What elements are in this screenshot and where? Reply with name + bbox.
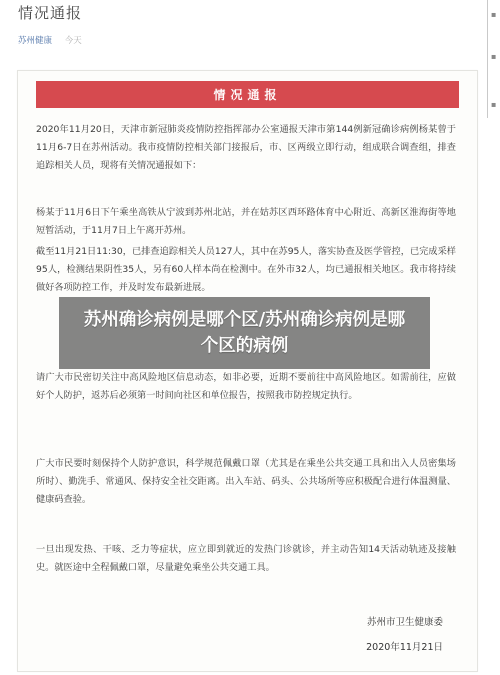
notice-document-image <box>17 70 478 672</box>
panel-bottom-icon: ▪ <box>491 100 497 109</box>
side-panel[interactable] <box>487 0 500 118</box>
panel-middle-icon: ▪ <box>491 52 497 61</box>
article-meta <box>18 34 82 46</box>
publish-time: 今天 <box>64 36 82 46</box>
notice-paragraph-2: 杨某于11月6日下午乘坐高铁从宁波到苏州北站，并在姑苏区西环路体育中心附近、高新区淮海街等地短暂活动，于11月7日上午离开苏州。 <box>36 207 456 236</box>
title-overlay <box>59 297 430 369</box>
notice-paragraph-4: 请广大市民密切关注中高风险地区信息动态，如非必要，近期不要前往中高风险地区。如需前往，应做好个人防护，返苏后必须第一时间向社区和单位报告，按照我市防控规定执行。 <box>36 372 456 401</box>
notice-header: 情况通报 <box>36 81 459 108</box>
overlay-title: 苏州确诊病例是哪个区/苏州确诊病例是哪个区的病例 <box>83 310 406 356</box>
page-title: 情况通报 <box>18 4 83 22</box>
panel-top-icon: ▪ <box>491 10 497 19</box>
signature-date: 2020年11月21日 <box>366 642 443 653</box>
notice-paragraph-6: 一旦出现发热、干咳、乏力等症状，应立即到就近的发热门诊就诊，并主动告知14天活动轨迹及接触史。就医途中全程佩戴口罩，尽量避免乘坐公共交通工具。 <box>36 544 456 573</box>
notice-paragraph-5: 广大市民要时刻保持个人防护意识，科学规范佩戴口罩（尤其是在乘坐公共交通工具和出入人员密集场所时）、勤洗手、常通风、保持安全社交距离。出入车站、码头、公共场所等应积极配合进行体温测量、健康码查验。 <box>36 458 456 505</box>
notice-paragraph-3: 截至11月21日11:30，已排查追踪相关人员127人，其中在苏95人，落实协查及医学管控，已完成采样95人，检测结果阴性35人，另有60人样本尚在检测中。在外市32人，均已通报相关地区。我市将持续做好各项防控工作，并及时发布最新进展。 <box>36 246 456 293</box>
source-link[interactable]: 苏州健康 <box>18 36 53 46</box>
notice-paragraph-1: 2020年11月20日，天津市新冠肺炎疫情防控指挥部办公室通报天津市第144例新冠确诊病例杨某曾于11月6-7日在苏州活动。我市疫情防控相关部门接报后，市、区两级立即行动，组成联合调查组，排查追踪相关人员，现将有关情况通报如下： <box>36 124 456 171</box>
signature-org: 苏州市卫生健康委 <box>366 617 443 628</box>
